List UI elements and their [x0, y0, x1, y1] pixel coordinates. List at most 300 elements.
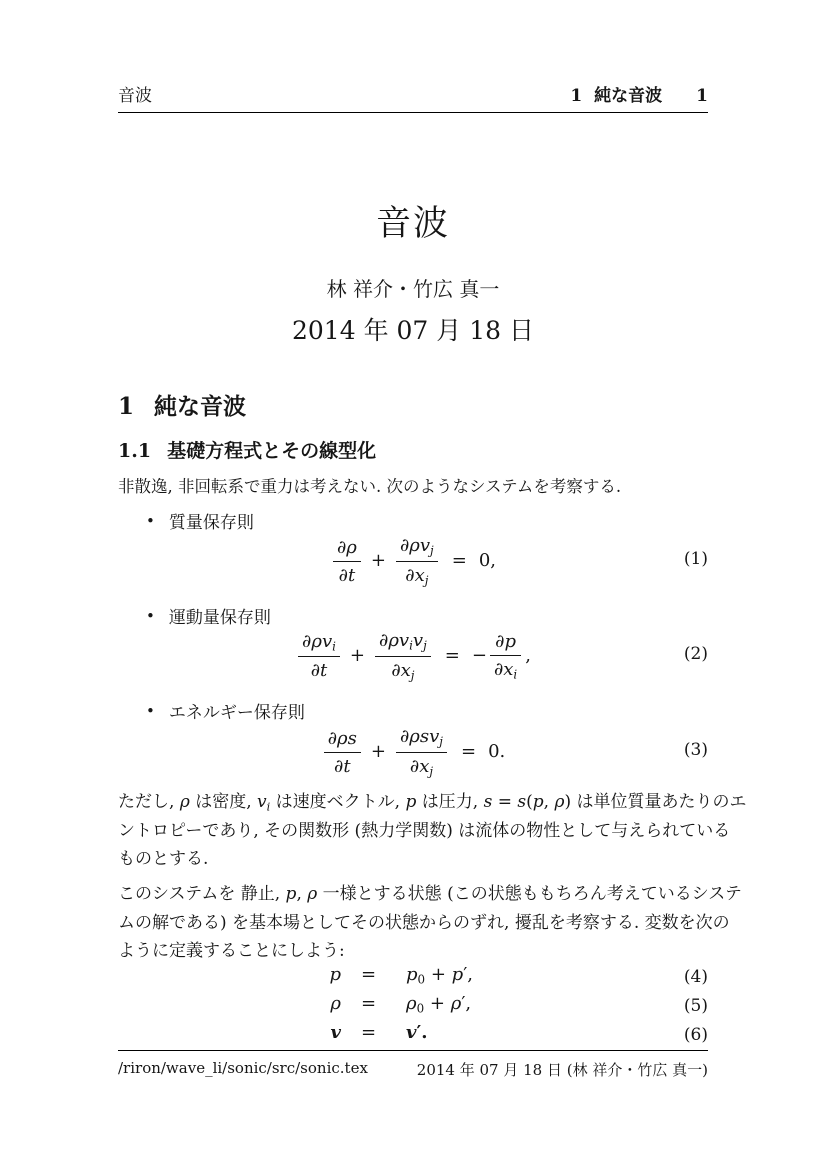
equation-math [295, 630, 531, 682]
equation-lhs [313, 964, 341, 985]
math-char: は [275, 792, 293, 812]
math-subscript: j [429, 764, 434, 779]
fraction-numerator [298, 631, 340, 657]
list-item-label: エネルギー保存則 [168, 703, 305, 723]
math-char: x [414, 564, 425, 586]
math-char: う [135, 941, 152, 961]
math-char: 定 [169, 941, 186, 961]
math-char: ∂ [336, 536, 347, 558]
math-char: ρ [307, 884, 318, 904]
fraction [298, 631, 340, 682]
fraction-denominator [298, 656, 340, 681]
math-char: の [712, 792, 730, 812]
fraction-denominator [490, 655, 521, 682]
math-char: ∂ [493, 658, 504, 680]
math-char: s [483, 792, 493, 812]
math-char: あ [661, 792, 679, 812]
math-char: , [296, 884, 302, 904]
section-heading [118, 388, 708, 421]
math-char: え [623, 884, 641, 904]
paragraph-line [118, 882, 742, 911]
math-char: 性 [543, 820, 561, 841]
intro-paragraph: 非散逸, 非回転系で重力は考えない. 次のようなシステムを考察する. [118, 477, 622, 496]
math-char: ′ [416, 1022, 422, 1043]
math-char: を [218, 884, 236, 904]
math-char: 次 [695, 912, 713, 933]
math-char: の [135, 849, 152, 869]
math-char: 基 [249, 912, 267, 933]
math-char: 静 [240, 884, 258, 904]
math-char: の [281, 820, 299, 841]
math-char: ∂ [399, 726, 410, 747]
math-char: 密 [212, 792, 230, 812]
math-char: あ [186, 912, 203, 933]
equation-number: (6) [683, 1024, 708, 1045]
math-char: 義 [186, 941, 203, 961]
math-char: , [246, 792, 252, 812]
equation-rhs [406, 1022, 428, 1043]
math-char: 態 [424, 884, 442, 904]
math-char: 数 [315, 820, 333, 841]
math-char: , [394, 792, 401, 812]
math-char: p [451, 964, 464, 985]
math-char: : [339, 941, 345, 961]
section-number: 1 [118, 393, 135, 420]
math-char: 速 [292, 792, 310, 812]
math-char: ム [201, 884, 219, 904]
equation-lhs [313, 1022, 341, 1043]
math-char: こ [453, 884, 471, 904]
math-char: 乱 [531, 912, 549, 933]
math-char: x [400, 659, 411, 681]
math-char: p [405, 792, 417, 812]
equals-sign: = [451, 550, 467, 572]
math-char: の [135, 884, 152, 904]
header-section-ref [570, 81, 708, 106]
math-char: 様 [339, 884, 357, 904]
math-char: ) [446, 820, 453, 841]
math-char: に [271, 941, 288, 961]
paragraph-variables-definition [118, 790, 747, 876]
math-char: 本 [266, 912, 284, 933]
math-char: ) [220, 912, 227, 933]
math-char: 力 [455, 792, 473, 812]
math-char: ∂ [334, 755, 344, 777]
math-char: + [430, 964, 446, 985]
fraction-denominator [396, 752, 447, 779]
equals-sign: = [460, 741, 477, 763]
math-char: シ [152, 884, 169, 904]
footer-date-authors: 2014 年 07 月 18 日 (林 祥介・竹広 真一) [416, 1061, 708, 1079]
math-char: 与 [611, 820, 629, 841]
math-char: 考 [606, 884, 624, 904]
math-char: 状 [407, 884, 425, 904]
math-char: と [152, 849, 169, 869]
math-char: て [679, 820, 697, 841]
math-char: v [257, 792, 267, 812]
math-char: う [322, 941, 339, 961]
math-char: 圧 [438, 792, 456, 812]
math-char: テ [724, 884, 742, 904]
equation-number: (2) [683, 644, 708, 664]
math-char: 学 [395, 820, 413, 841]
bullet-icon: • [146, 701, 155, 720]
math-char: ∂ [338, 564, 348, 586]
math-char: し [152, 792, 169, 812]
math-char: の [470, 884, 488, 904]
math-char: こ [237, 941, 254, 961]
math-subscript: j [423, 638, 427, 653]
math-char: 状 [385, 912, 403, 933]
equation-lhs [313, 993, 341, 1014]
math-char: p [285, 884, 297, 904]
math-char: ン [118, 820, 135, 841]
math-subscript: j [430, 543, 434, 558]
math-char: 物 [526, 820, 544, 841]
display-equation-1 [118, 533, 708, 588]
math-char: で [202, 820, 220, 841]
math-char: p [532, 792, 544, 812]
equals-sign: = [361, 1022, 377, 1043]
math-char: 状 [487, 884, 505, 904]
math-subscript: i [266, 800, 271, 814]
paragraph-line [118, 911, 730, 940]
math-subscript: i [409, 638, 413, 653]
fraction [396, 726, 447, 778]
math-char: ( [526, 792, 533, 812]
math-char: , [504, 912, 510, 933]
math-char: 流 [475, 820, 493, 841]
equals-sign: = [361, 964, 377, 985]
section-title: 純な音波 [154, 394, 247, 420]
subsection-title: 基礎方程式とその線型化 [167, 440, 377, 462]
equation-math [330, 535, 496, 587]
math-char: ∂ [399, 535, 410, 556]
math-char: そ [264, 820, 282, 841]
math-char: 場 [283, 912, 301, 933]
math-char: よ [118, 941, 135, 961]
header-title: 音波 [118, 86, 152, 106]
fraction-denominator [333, 561, 361, 586]
math-char: p [504, 630, 517, 652]
math-char: . [203, 849, 209, 869]
math-char: ρ [388, 630, 399, 651]
math-char: こ [118, 884, 135, 904]
math-char: ∂ [302, 630, 312, 652]
math-char: t [347, 564, 356, 586]
math-char: す [169, 849, 186, 869]
fraction-numerator [333, 537, 361, 561]
math-subscript: i [513, 667, 518, 682]
math-operator: + [370, 741, 386, 763]
math-char: 数 [661, 912, 679, 933]
math-char: は [458, 820, 476, 841]
math-char: ρ [346, 536, 357, 558]
equation-math [321, 726, 506, 778]
math-char: ) [564, 792, 572, 812]
math-subscript: i [332, 639, 336, 654]
math-char: ∂ [495, 630, 505, 652]
math-char: 位 [610, 792, 628, 812]
fraction [375, 630, 431, 682]
math-char: 擾 [514, 912, 532, 933]
math-subscript: j [439, 734, 443, 749]
math-char: る [186, 849, 203, 869]
equation-number: (3) [683, 740, 708, 760]
math-char: ∂ [327, 727, 338, 749]
equation-rhs [406, 993, 471, 1016]
math-char: る [390, 884, 408, 904]
perturbation-equations-block [118, 962, 708, 1049]
header-section-number: 1 [570, 86, 583, 106]
math-char: 解 [152, 912, 169, 933]
math-char: 察 [582, 912, 600, 933]
math-char: あ [219, 820, 237, 841]
math-char: ち [555, 884, 573, 904]
math-char: s [419, 726, 430, 747]
math-char: v [419, 535, 431, 556]
math-char: の [509, 820, 527, 841]
math-char: 一 [322, 884, 340, 904]
fraction-numerator [375, 630, 431, 656]
fraction-denominator [396, 561, 438, 588]
math-char: を [678, 912, 696, 933]
math-char: ′ [463, 964, 468, 985]
math-char: . [421, 1022, 428, 1043]
math-char: か [419, 912, 437, 933]
header-section-title: 純な音波 [594, 86, 663, 106]
math-char: v [321, 630, 333, 652]
math-char: = [497, 792, 512, 812]
math-char: す [203, 941, 220, 961]
math-char: ロ [152, 820, 169, 841]
fraction [324, 728, 361, 777]
document-authors: 林 祥介・竹広 真一 [326, 277, 500, 301]
math-char: て [640, 884, 658, 904]
math-char: ー [185, 820, 203, 841]
math-char: 関 [298, 820, 316, 841]
math-subscript: 0 [417, 972, 426, 987]
math-char: 度 [229, 792, 247, 812]
fraction [333, 537, 361, 586]
math-char: て [334, 912, 352, 933]
fraction-numerator [396, 726, 447, 752]
math-char: る [674, 884, 692, 904]
math-char: p [406, 964, 418, 985]
paragraph-basic-state [118, 882, 742, 968]
math-char: り [236, 820, 254, 841]
align-equation-4 [118, 962, 708, 991]
math-char: シ [691, 884, 709, 904]
math-char: す [373, 884, 391, 904]
math-char: そ [351, 912, 369, 933]
math-char: と [356, 884, 374, 904]
equals-sign: = [444, 645, 460, 667]
math-char: エ [729, 792, 747, 812]
math-char: り [695, 792, 713, 812]
math-char: は [421, 792, 439, 812]
math-char: ρ [179, 792, 190, 812]
math-char: の [135, 912, 152, 933]
equation-number: (5) [683, 995, 708, 1016]
math-char: 態 [402, 912, 420, 933]
math-char: し [577, 820, 595, 841]
math-char: , [543, 792, 550, 812]
math-char: 質 [627, 792, 645, 812]
math-char: ρ [406, 993, 417, 1014]
math-char: ρ [311, 630, 322, 652]
math-char: 0 [478, 550, 491, 572]
math-char: る [616, 912, 634, 933]
math-char: , [472, 792, 479, 812]
math-char: ろ [572, 884, 590, 904]
math-char: 力 [378, 820, 396, 841]
math-char: れ [487, 912, 505, 933]
math-char: , [490, 550, 497, 572]
subsection-number: 1.1 [118, 440, 152, 462]
math-char: ρ [337, 727, 348, 749]
math-char: ρ [409, 726, 420, 747]
fraction [396, 535, 438, 587]
math-char: ら [645, 820, 663, 841]
math-char: ル [377, 792, 395, 812]
math-char: ト [360, 792, 378, 812]
display-equation-2 [118, 628, 708, 683]
math-operator: + [370, 550, 386, 572]
math-char: v [406, 1022, 417, 1043]
math-char: ′ [461, 993, 466, 1014]
math-char: だ [135, 792, 152, 812]
math-char: し [288, 941, 305, 961]
paragraph-line [118, 790, 747, 819]
math-subscript: j [410, 668, 415, 683]
math-char: と [254, 941, 271, 961]
math-text [525, 645, 531, 666]
math-char: を [232, 912, 250, 933]
math-char: 度 [309, 792, 327, 812]
math-char: ( [354, 820, 362, 841]
math-char: る [713, 820, 731, 841]
math-char: , [465, 993, 472, 1014]
equation-number: (1) [683, 549, 708, 569]
math-char: の [368, 912, 386, 933]
math-char: , [525, 645, 531, 667]
math-char: ク [343, 792, 361, 812]
math-char: 単 [593, 792, 611, 812]
math-char: ん [589, 884, 607, 904]
math-char: を [548, 912, 566, 933]
document-date: 2014 年 07 月 18 日 [292, 316, 534, 345]
fraction [490, 631, 521, 682]
math-char: 考 [565, 912, 583, 933]
math-char: 体 [492, 820, 510, 841]
math-char: ∂ [391, 659, 401, 681]
align-equation-6 [118, 1020, 708, 1049]
math-char: ∂ [409, 755, 420, 777]
math-text [472, 645, 487, 666]
math-char: 変 [644, 912, 662, 933]
math-text [479, 550, 496, 571]
list-item-mass-conservation [118, 508, 708, 533]
math-char: − [471, 645, 487, 667]
math-char: . [499, 741, 506, 763]
math-char: ス [168, 884, 186, 904]
math-subscript: 0 [416, 1001, 425, 1016]
math-char: た [118, 792, 135, 812]
display-equation-3 [118, 724, 708, 779]
math-char: t [343, 755, 351, 777]
footer-file-path: /riron/wave_li/sonic/src/sonic.tex [118, 1059, 368, 1077]
math-char: v [398, 630, 410, 651]
align-equation-5 [118, 991, 708, 1020]
math-char: , [253, 820, 259, 841]
subsection-heading [118, 436, 708, 463]
list-item-energy-conservation [118, 698, 708, 723]
math-char: ず [470, 912, 488, 933]
math-char: と [300, 912, 318, 933]
list-item-momentum-conservation [118, 603, 708, 628]
list-item-label: 運動量保存則 [168, 608, 271, 628]
math-char: す [599, 912, 617, 933]
math-char: る [220, 941, 237, 961]
math-char: ベ [326, 792, 344, 812]
math-char: 態 [504, 884, 522, 904]
page-footer [118, 1050, 708, 1080]
fraction-numerator [490, 631, 521, 655]
math-char: . [633, 912, 640, 933]
fraction-numerator [324, 728, 361, 752]
paragraph-line [118, 847, 708, 876]
math-char: に [152, 941, 169, 961]
math-char: 数 [429, 820, 447, 841]
math-char: ( [447, 884, 454, 904]
math-char: , [169, 792, 175, 812]
math-char: よ [305, 941, 322, 961]
math-char: 熱 [361, 820, 379, 841]
math-char: る [203, 912, 220, 933]
math-char: も [118, 849, 135, 869]
math-char: 形 [332, 820, 350, 841]
math-char: ρ [450, 993, 462, 1014]
math-char: ρ [330, 993, 341, 1014]
math-char: ト [135, 820, 152, 841]
math-char: , [274, 884, 281, 904]
math-text [488, 741, 505, 762]
math-char: v [330, 1022, 341, 1043]
math-char: て [594, 820, 612, 841]
math-char: ρ [409, 535, 420, 556]
equation-number: (4) [683, 966, 708, 987]
page-number: 1 [696, 86, 708, 106]
math-char: れ [662, 820, 680, 841]
math-char: ら [436, 912, 454, 933]
math-char: + [429, 993, 445, 1014]
math-char: も [538, 884, 556, 904]
math-char: い [696, 820, 714, 841]
math-char: 0 [488, 741, 500, 763]
paragraph-line [118, 819, 731, 848]
math-char: t [320, 660, 328, 682]
math-char: v [429, 726, 440, 747]
math-char: は [195, 792, 213, 812]
math-char: テ [185, 884, 202, 904]
page-header [118, 84, 708, 113]
math-char: x [503, 658, 514, 680]
fraction-denominator [324, 752, 361, 777]
math-char: ∂ [405, 564, 415, 586]
math-char: の [712, 912, 730, 933]
equation-rhs [406, 964, 473, 987]
